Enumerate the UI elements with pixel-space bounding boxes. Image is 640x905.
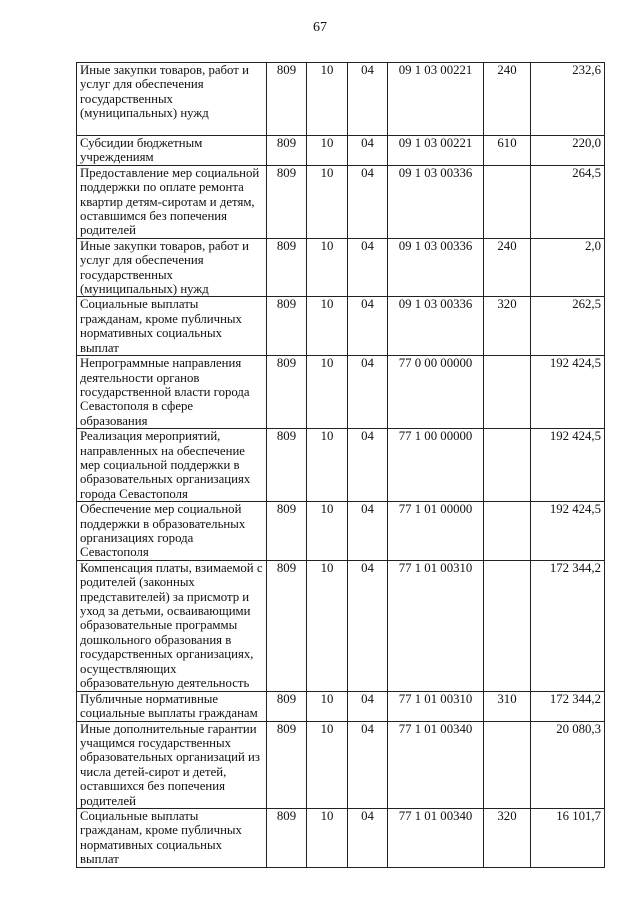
table-row [77, 560, 605, 691]
target-article-cell: 77 1 01 00310 [388, 560, 484, 691]
expense-type-cell [484, 356, 531, 429]
amount-cell: 262,5 [531, 297, 605, 356]
expense-type-cell [484, 560, 531, 691]
ministry-code-cell: 809 [267, 691, 307, 721]
expense-type-cell: 240 [484, 63, 531, 136]
section-code-cell: 10 [307, 809, 348, 868]
table-row [77, 63, 605, 136]
expense-type-cell [484, 165, 531, 238]
ministry-code-cell: 809 [267, 63, 307, 136]
budget-table [76, 62, 605, 868]
row-name-cell: Социальные выплаты гражданам, кроме публичных нормативных социальных выплат [77, 297, 267, 356]
target-article-cell: 09 1 03 00221 [388, 63, 484, 136]
table-row [77, 429, 605, 502]
amount-cell: 172 344,2 [531, 560, 605, 691]
row-name-cell: Реализация мероприятий, направленных на обеспечение мер социальной поддержки в образовательных организациях города Севастополя [77, 429, 267, 502]
table-row [77, 809, 605, 868]
target-article-cell: 77 1 01 00340 [388, 809, 484, 868]
subsection-code-cell: 04 [348, 429, 388, 502]
amount-cell: 192 424,5 [531, 356, 605, 429]
target-article-cell: 77 1 00 00000 [388, 429, 484, 502]
ministry-code-cell: 809 [267, 502, 307, 561]
budget-table-body [77, 63, 605, 868]
row-name-cell: Компенсация платы, взимаемой с родителей (законных представителей) за присмотр и уход за детьми, осваивающими образовательные программы дошкольного образования в государственных организациях, осуществляющих образовательную деятельность [77, 560, 267, 691]
subsection-code-cell: 04 [348, 502, 388, 561]
expense-type-cell: 320 [484, 809, 531, 868]
amount-cell: 192 424,5 [531, 429, 605, 502]
subsection-code-cell: 04 [348, 560, 388, 691]
section-code-cell: 10 [307, 691, 348, 721]
target-article-cell: 09 1 03 00336 [388, 297, 484, 356]
row-name-cell: Предоставление мер социальной поддержки по оплате ремонта квартир детям-сиротам и детям, оставшимся без попечения родителей [77, 165, 267, 238]
subsection-code-cell: 04 [348, 165, 388, 238]
section-code-cell: 10 [307, 429, 348, 502]
row-name-cell: Социальные выплаты гражданам, кроме публичных нормативных социальных выплат [77, 809, 267, 868]
row-name-cell: Обеспечение мер социальной поддержки в образовательных организациях города Севастополя [77, 502, 267, 561]
subsection-code-cell: 04 [348, 809, 388, 868]
subsection-code-cell: 04 [348, 297, 388, 356]
ministry-code-cell: 809 [267, 297, 307, 356]
target-article-cell: 77 1 01 00340 [388, 721, 484, 808]
table-row [77, 721, 605, 808]
target-article-cell: 77 0 00 00000 [388, 356, 484, 429]
subsection-code-cell: 04 [348, 63, 388, 136]
section-code-cell: 10 [307, 165, 348, 238]
subsection-code-cell: 04 [348, 721, 388, 808]
amount-cell: 264,5 [531, 165, 605, 238]
ministry-code-cell: 809 [267, 560, 307, 691]
section-code-cell: 10 [307, 136, 348, 166]
table-row [77, 238, 605, 297]
expense-type-cell: 310 [484, 691, 531, 721]
ministry-code-cell: 809 [267, 721, 307, 808]
table-row [77, 165, 605, 238]
section-code-cell: 10 [307, 297, 348, 356]
amount-cell: 2,0 [531, 238, 605, 297]
ministry-code-cell: 809 [267, 165, 307, 238]
section-code-cell: 10 [307, 502, 348, 561]
table-row [77, 691, 605, 721]
subsection-code-cell: 04 [348, 691, 388, 721]
section-code-cell: 10 [307, 63, 348, 136]
target-article-cell: 09 1 03 00221 [388, 136, 484, 166]
section-code-cell: 10 [307, 238, 348, 297]
subsection-code-cell: 04 [348, 238, 388, 297]
table-row [77, 136, 605, 166]
expense-type-cell [484, 429, 531, 502]
expense-type-cell: 240 [484, 238, 531, 297]
ministry-code-cell: 809 [267, 238, 307, 297]
amount-cell: 232,6 [531, 63, 605, 136]
target-article-cell: 09 1 03 00336 [388, 165, 484, 238]
expense-type-cell [484, 502, 531, 561]
expense-type-cell: 320 [484, 297, 531, 356]
subsection-code-cell: 04 [348, 356, 388, 429]
ministry-code-cell: 809 [267, 136, 307, 166]
target-article-cell: 77 1 01 00000 [388, 502, 484, 561]
ministry-code-cell: 809 [267, 429, 307, 502]
ministry-code-cell: 809 [267, 809, 307, 868]
ministry-code-cell: 809 [267, 356, 307, 429]
row-name-cell: Непрограммные направления деятельности органов государственной власти города Севастополя в сфере образования [77, 356, 267, 429]
expense-type-cell [484, 721, 531, 808]
amount-cell: 220,0 [531, 136, 605, 166]
expense-type-cell: 610 [484, 136, 531, 166]
section-code-cell: 10 [307, 356, 348, 429]
subsection-code-cell: 04 [348, 136, 388, 166]
row-name-cell: Публичные нормативные социальные выплаты гражданам [77, 691, 267, 721]
target-article-cell: 09 1 03 00336 [388, 238, 484, 297]
table-row [77, 502, 605, 561]
section-code-cell: 10 [307, 721, 348, 808]
table-row [77, 356, 605, 429]
row-name-cell: Иные закупки товаров, работ и услуг для обеспечения государственных (муниципальных) нужд [77, 63, 267, 136]
amount-cell: 192 424,5 [531, 502, 605, 561]
amount-cell: 16 101,7 [531, 809, 605, 868]
amount-cell: 172 344,2 [531, 691, 605, 721]
row-name-cell: Субсидии бюджетным учреждениям [77, 136, 267, 166]
amount-cell: 20 080,3 [531, 721, 605, 808]
page-number: 67 [313, 20, 327, 35]
target-article-cell: 77 1 01 00310 [388, 691, 484, 721]
row-name-cell: Иные закупки товаров, работ и услуг для обеспечения государственных (муниципальных) нужд [77, 238, 267, 297]
table-row [77, 297, 605, 356]
row-name-cell: Иные дополнительные гарантии учащимся государственных образовательных организаций из числа детей-сирот и детей, оставшихся без попечения родителей [77, 721, 267, 808]
section-code-cell: 10 [307, 560, 348, 691]
